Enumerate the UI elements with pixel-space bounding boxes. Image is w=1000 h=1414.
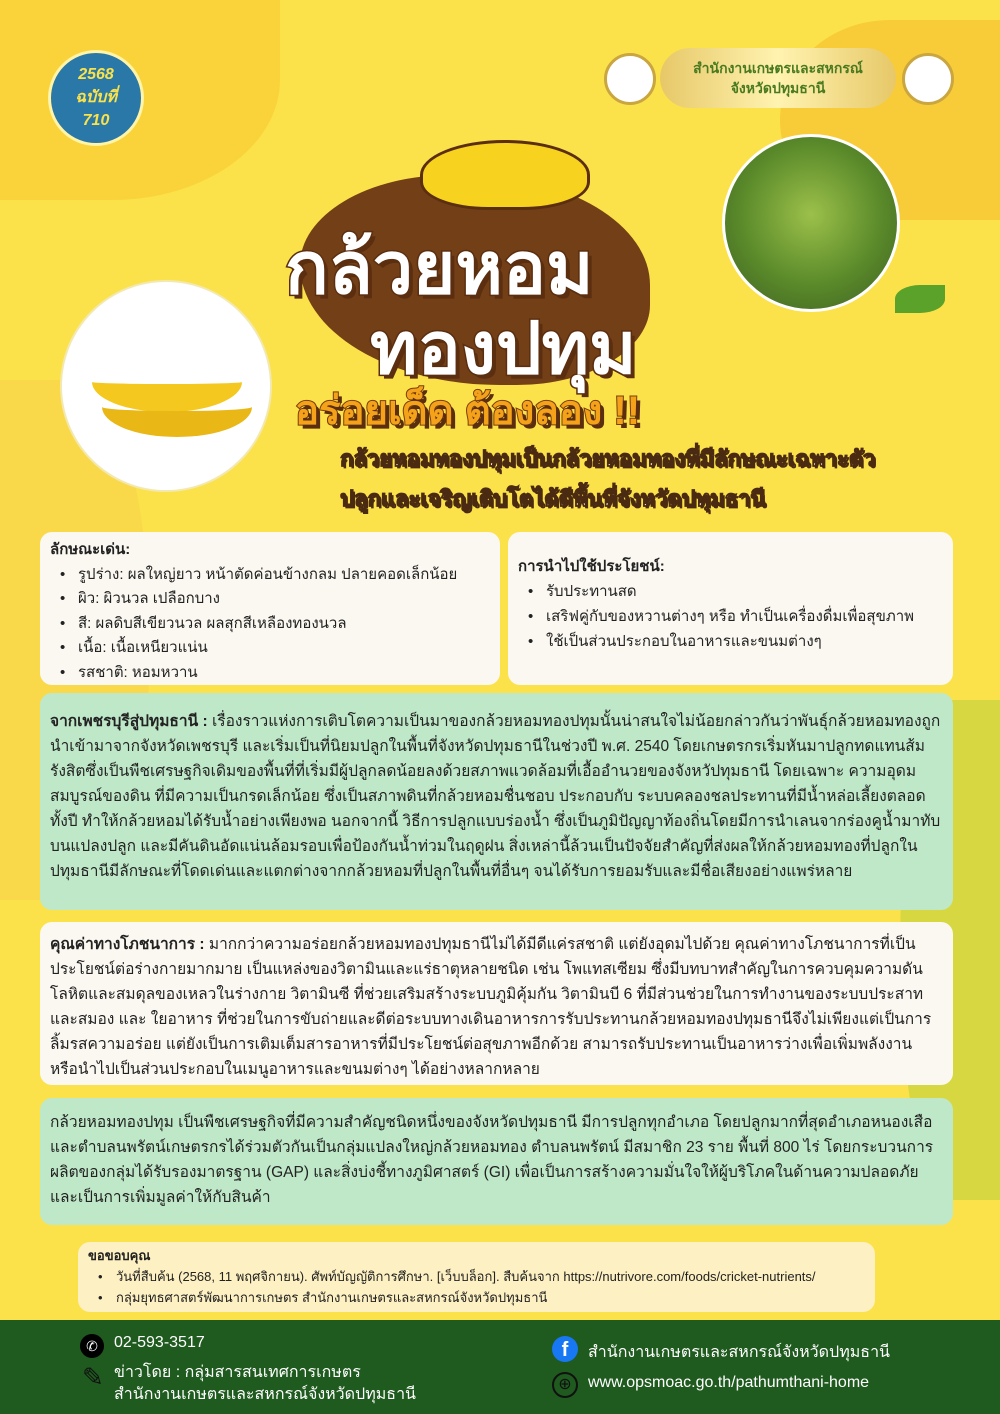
banana-bunch-icon [420,140,590,210]
pencil-icon: ✎ [82,1362,104,1392]
title-line-1: กล้วยหอม [285,229,594,309]
history-heading: จากเพชรบุรีสู่ปทุมธานี : [50,713,208,730]
office-name: สำนักงานเกษตรและสหกรณ์จังหวัดปทุมธานี [114,1386,416,1403]
use-item: • เสริฟคู่กับของหวานต่างๆ หรือ ทำเป็นเครื่องดื่มเพื่อสุขภาพ [518,604,943,629]
website-link[interactable]: www.opsmoac.go.th/pathumthani-home [588,1374,870,1391]
nutrition-card [40,922,953,1085]
uses-card [508,532,953,685]
news-by: ข่าวโดย : กลุ่มสารสนเทศการเกษตร [114,1364,361,1381]
uses-heading: การนำไปใช้ประโยชน์: [518,558,665,575]
economy-body: กล้วยหอมทองปทุม เป็นพืชเศรษฐกิจที่มีความสำคัญชนิดหนึ่งของจังหวัดปทุมธานี มีการปลูกทุกอำเภอ โดยปลูกมากที่สุดอำเภอหนองเสือ และตำบลนพรัตน์เกษตรกรได้ร่วมตัวกันเป็นกลุ่มแปลงใหญ่กล้วยหอมทอง ตำบลนพรัตน์ มีสมาชิก 23 ราย พื้นที่ 800 ไร่ โดยกระบวนการผลิตของกลุ่มได้รับรองมาตรฐาน (GAP) และสิ่งบ่งชี้ทางภูมิศาสตร์ (GI) เพื่อเป็นการสร้างความมั่นใจให้ผู้บริโภคในด้านความปลอดภัย และเป็นการเพิ่มมูลค่าให้กับสินค้า [50,1114,934,1206]
phone-number[interactable]: 02-593-3517 [114,1334,205,1351]
globe-icon: ⊕ [552,1372,578,1398]
features-heading: ลักษณะเด่น: [50,541,131,558]
facebook-icon: f [552,1336,578,1362]
acknowledgement-card [78,1242,875,1312]
subtitle-line-2: ปลูกและเจริญเติบโตได้ดีพื้นที่จังหวัดปทุมธานี [340,486,766,511]
history-body: เรื่องราวแห่งการเติบโตความเป็นมาของกล้วยหอมทองปทุมนั้นน่าสนใจไม่น้อยกล่าวกันว่าพันธุ์กล้วยหอมทองถูกนำเข้ามาจากจังหวัดเพชรบุรี และเริ่มเป็นที่นิยมปลูกในพื้นที่จังหวัดปทุมธานีในช่วงปี พ.ศ. 2540 โดยเกษตรกรเริ่มหันมาปลูกทดแทนส้มรังสิตซึ่งเป็นพืชเศรษฐกิจเดิมของพื้นที่ที่เริ่มมีผู้ปลูกลดน้อยลงด้วยสภาพแวดล้อมที่เอื้ออำนวยของจังหวัปทุมธานี โดยเฉพาะ ความอุดมสมบูรณ์ของดิน ที่มีความเป็นกรดเล็กน้อย ซึ่งเป็นสภาพดินที่กล้วยหอมชื่นชอบ ประกอบกับ ระบบคลองชลประทานที่มีน้ำหล่อเลี้ยงตลอดทั้งปี ทำให้กล้วยหอมได้รับน้ำอย่างเพียงพอ นอกจากนี้ วิธีการปลูกแบบร่องน้ำ ซึ่งเป็นภูมิปัญญาท้องถิ่นโดยมีการนำเลนจากร่องคูน้ำมาทับบนแปลงปลูก และมีคันดินอัดแน่นล้อมรอบเพื่อป้องกันน้ำท่วมในฤดูฝน สิ่งเหล่านี้ล้วนเป็นปัจจัยสำคัญที่ส่งผลให้กล้วยหอมทองที่ปลูกในปทุมธานีมีลักษณะที่โดดเด่นและแตกต่างจากกล้วยหอมที่ปลูกในพื้นที่อื่นๆ จนได้รับการยอมรับและมีชื่อเสียงอย่างแพร่หลาย [50,713,941,880]
ministry-seal-right [902,53,954,105]
issue-badge [48,50,144,146]
use-item: • รับประทานสด [518,579,943,604]
reference-item: • วันที่สืบค้น (2568, 11 พฤศจิกายน). ศัพท์บัญญัติการศึกษา. [เว็บบล็อก]. สืบค้นจาก https://nutrivore.com/foods/cricket-nutrients/ [88,1266,865,1287]
leaf-icon [895,285,945,313]
subtitle-line-1: กล้วยหอมทองปทุมเป็นกล้วยหอมทองที่มีลักษณะเฉพาะตัว [340,446,876,471]
phone-icon: ✆ [80,1334,104,1358]
agency-seal-left [604,53,656,105]
badge-issue-label: ฉบับที่ [75,89,117,106]
feature-item: • รูปร่าง: ผลใหญ่ยาว หน้าตัดค่อนข้างกลม ปลายคอดเล็กน้อย [50,563,490,588]
agency-name: สำนักงานเกษตรและสหกรณ์ [693,60,863,76]
nutrition-heading: คุณค่าทางโภชนาการ : [50,936,205,953]
feature-item: • สี: ผลดิบสีเขียวนวล ผลสุกสีเหลืองทองนวล [50,612,490,637]
economy-card [40,1098,953,1225]
facebook-page-link[interactable]: สำนักงานเกษตรและสหกรณ์จังหวัดปทุมธานี [588,1344,890,1361]
badge-year: 2568 [78,66,114,83]
nutrition-body: มากกว่าความอร่อยกล้วยหอมทองปทุมธานีไม่ได้มีดีแค่รสชาติ แต่ยังอุดมไปด้วย คุณค่าทางโภชนาการที่เป็นประโยชน์ต่อร่างกายมากมาย เป็นแหล่งของวิตามินและแร่ธาตุหลายชนิด เช่น โพแทสเซียม ซึ่งมีบทบาทสำคัญในการควบคุมความดันโลหิตและสมดุลของเหลวในร่างกาย วิตามินซี ที่ช่วยเสริมสร้างระบบภูมิคุ้มกัน วิตามินบี 6 ที่มีส่วนช่วยในการทำงานของระบบประสาทและสมอง และ ใยอาหาร ที่ช่วยในการขับถ่ายและดีต่อระบบทางเดินอาหารการรับประทานกล้วยหอมทองปทุมธานีจึงไม่เพียงแต่เป็นการลิ้มรสความอร่อย แต่ยังเป็นการเติมเต็มสารอาหารที่มีประโยชน์ต่อสุขภาพอีกด้วย สามารถรับประทานเป็นอาหารว่างเพื่อเพิ่มพลังงาน หรือนำไปเป็นส่วนประกอบในเมนูอาหารและขนมต่างๆ ได้อย่างหลากหลาย [50,936,932,1078]
title-line-2: ทองปทุม [370,309,637,389]
history-card [40,693,953,910]
features-card [40,532,500,685]
agency-province: จังหวัดปทุมธานี [730,80,826,96]
badge-issue-number: 710 [82,112,110,129]
banana-photo [722,134,900,312]
feature-item: • ผิว: ผิวนวล เปลือกบาง [50,587,490,612]
agency-banner [660,48,896,108]
use-item: • ใช้เป็นส่วนประกอบในอาหารและขนมต่างๆ [518,629,943,654]
tagline: อร่อยเด็ด ต้องลอง !! [295,389,641,433]
ripe-banana-image [60,280,272,492]
reference-item: • กลุ่มยุทธศาสตร์พัฒนาการเกษตร สำนักงานเกษตรและสหกรณ์จังหวัดปทุมธานี [88,1287,865,1308]
feature-item: • รสชาติ: หอมหวาน [50,661,490,686]
acknowledgement-heading: ขอขอบคุณ [88,1248,151,1263]
footer [0,1320,1000,1414]
feature-item: • เนื้อ: เนื้อเหนียวแน่น [50,636,490,661]
